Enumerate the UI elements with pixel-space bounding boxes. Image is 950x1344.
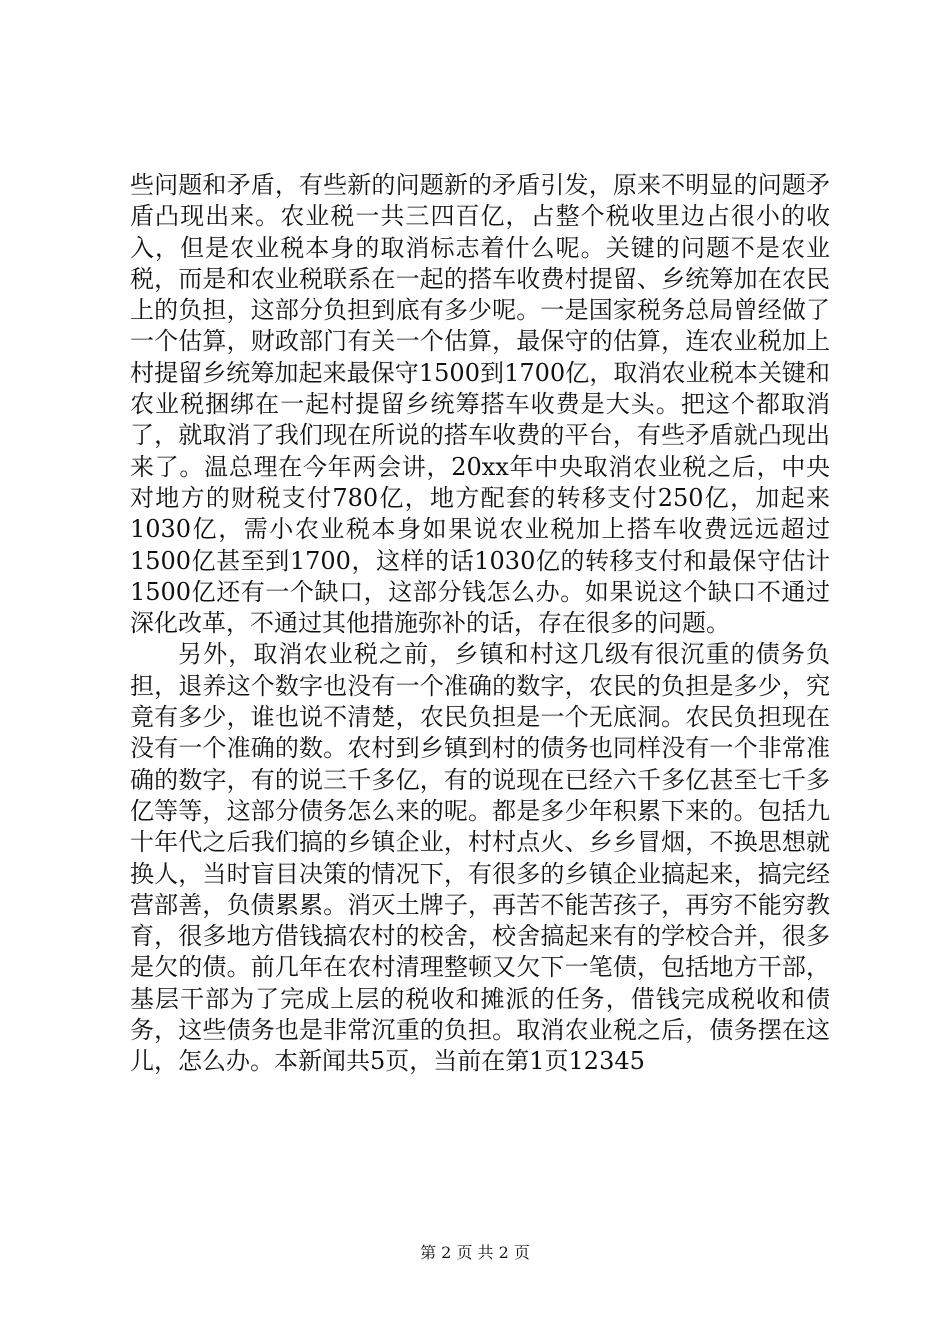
page-number-footer: 第 2 页 共 2 页: [420, 1243, 530, 1262]
paragraph-2: 另外，取消农业税之前，乡镇和村这几级有很沉重的债务负担，退养这个数字也没有一个准确的数字，农民的负担是多少，究竟有多少，谁也说不清楚，农民负担是一个无底洞。农民负担现在没有一个准确的数。农村到乡镇到村的债务也同样没有一个非常准确的数字，有的说三千多亿，有的说现在已经六千多亿甚至七千多亿等等，这部分债务怎么来的呢。都是多少年积累下来的。包括九十年代之后我们搞的乡镇企业，村村点火、乡乡冒烟，不换思想就换人，当时盲目决策的情况下，有很多的乡镇企业搞起来，搞完经营部善，负债累累。消灭土牌子，再苦不能苦孩子，再穷不能穷教育，很多地方借钱搞农村的校舍，校舍搞起来有的学校合并，很多是欠的债。前几年在农村清理整顿又欠下一笔债，包括地方干部，基层干部为了完成上层的税收和摊派的任务，借钱完成税收和债务，这些债务也是非常沉重的负担。取消农业税之后，债务摆在这儿，怎么办。本新闻共5页，当前在第1页12345: [130, 640, 830, 1076]
document-body: [130, 170, 830, 1078]
paragraph-1: 些问题和矛盾，有些新的问题新的矛盾引发，原来不明显的问题矛盾凸现出来。农业税一共三四百亿，占整个税收里边占很小的收入，但是农业税本身的取消标志着什么呢。关键的问题不是农业税，而是和农业税联系在一起的搭车收费村提留、乡统筹加在农民上的负担，这部分负担到底有多少呢。一是国家税务总局曾经做了一个估算，财政部门有关一个估算，最保守的估算，连农业税加上村提留乡统筹加起来最保守1500到1700亿，取消农业税本关键和农业税捆绑在一起村提留乡统筹搭车收费是大头。把这个都取消了，就取消了我们现在所说的搭车收费的平台，有些矛盾就凸现出来了。温总理在今年两会讲，20xx年中央取消农业税之后，中央对地方的财税支付780亿，地方配套的转移支付250亿，加起来1030亿，需小农业税本身如果说农业税加上搭车收费远远超过1500亿甚至到1700，这样的话1030亿的转移支付和最保守估计1500亿还有一个缺口，这部分钱怎么办。如果说这个缺口不通过深化改革，不通过其他措施弥补的话，存在很多的问题。: [130, 171, 830, 638]
